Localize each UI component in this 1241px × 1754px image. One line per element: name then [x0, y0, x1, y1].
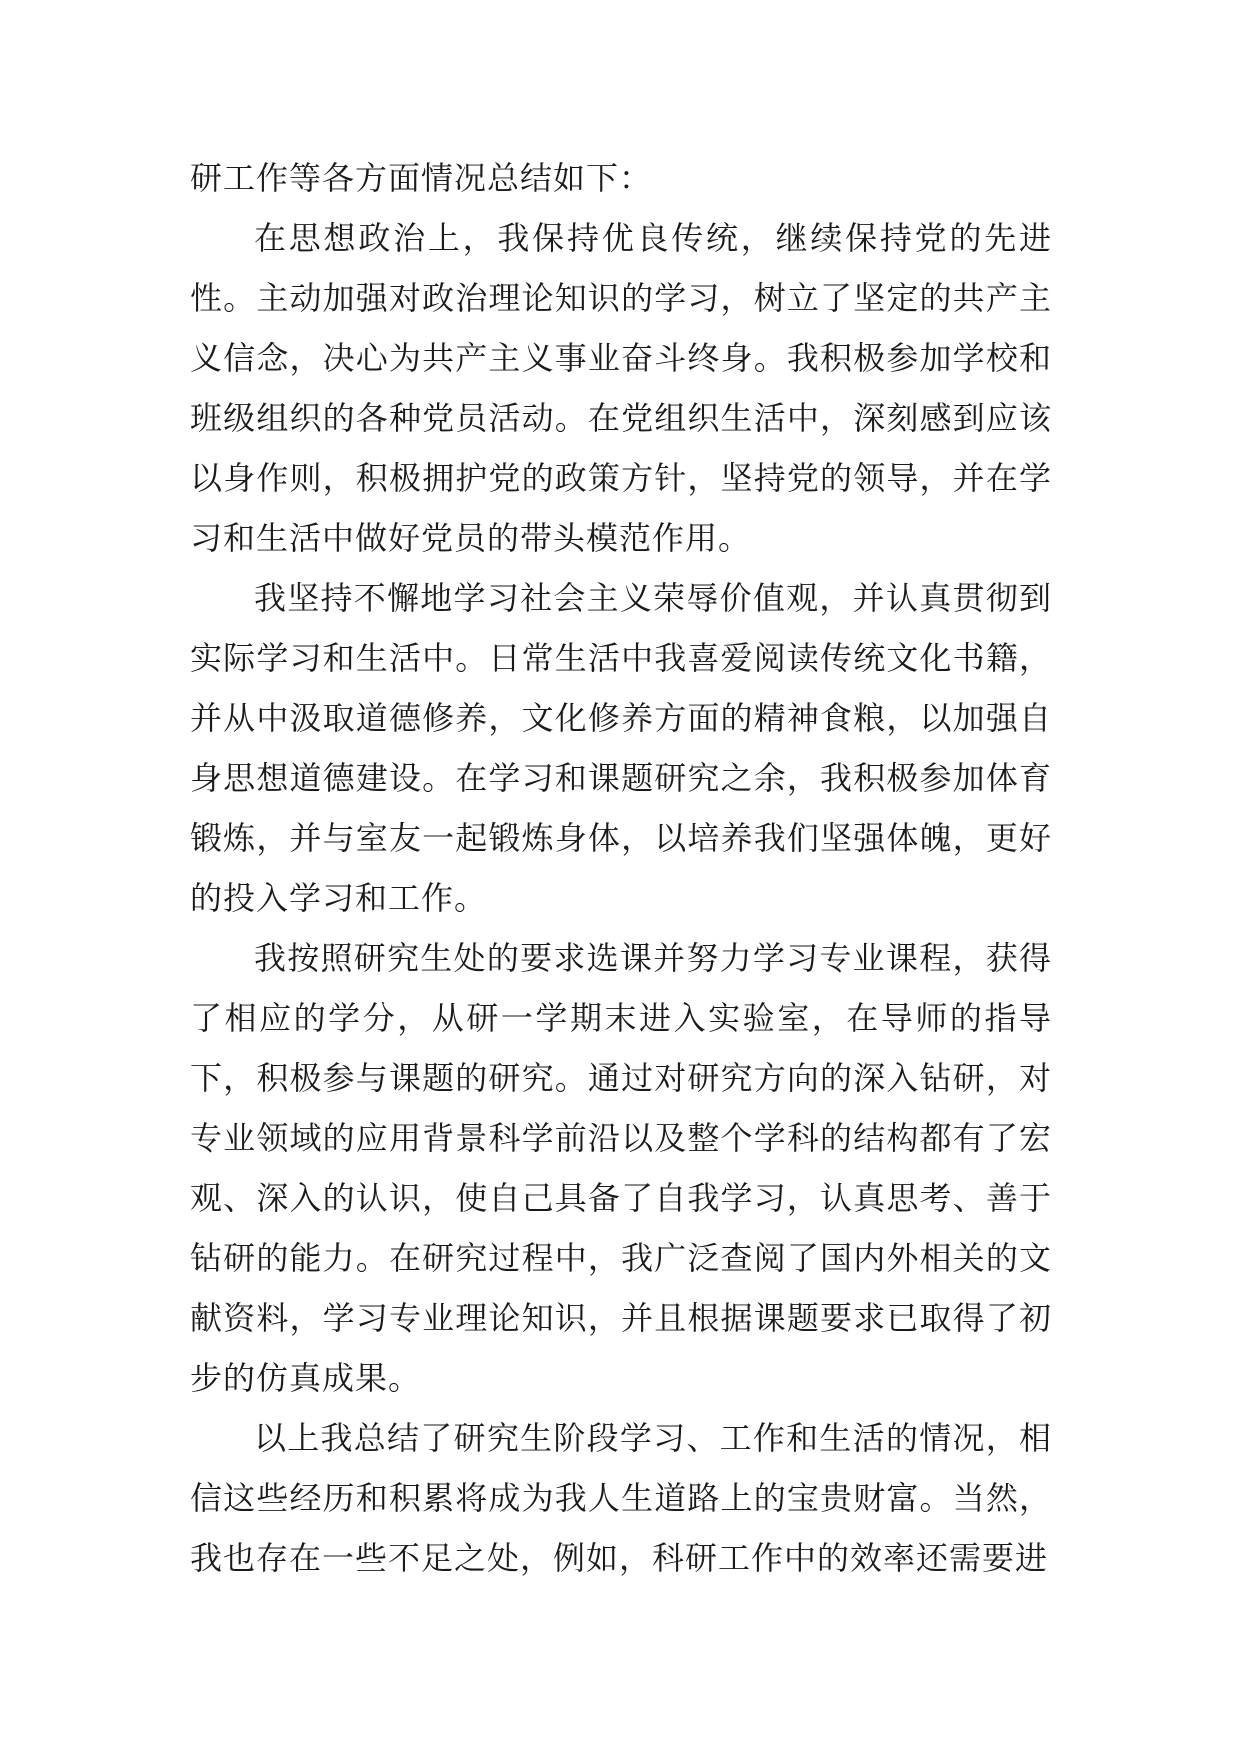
- document-body: [190, 148, 1052, 1588]
- paragraph-moral-values: 我坚持不懈地学习社会主义荣辱价值观，并认真贯彻到实际学习和生活中。日常生活中我喜爱阅读传统文化书籍，并从中汲取道德修养，文化修养方面的精神食粮，以加强自身思想道德建设。在学习和课题研究之余，我积极参加体育锻炼，并与室友一起锻炼身体，以培养我们坚强体魄，更好的投入学习和工作。: [190, 579, 1052, 917]
- paragraph-study-research: 我按照研究生处的要求选课并努力学习专业课程，获得了相应的学分，从研一学期末进入实验室，在导师的指导下，积极参与课题的研究。通过对研究方向的深入钻研，对专业领域的应用背景科学前沿以及整个学科的结构都有了宏观、深入的认识，使自己具备了自我学习，认真思考、善于钻研的能力。在研究过程中，我广泛查阅了国内外相关的文献资料，学习专业理论知识，并且根据课题要求已取得了初步的仿真成果。: [190, 939, 1052, 1397]
- paragraph-summary: 以上我总结了研究生阶段学习、工作和生活的情况，相信这些经历和积累将成为我人生道路上的宝贵财富。当然，我也存在一些不足之处，例如，科研工作中的效率还需要进: [190, 1419, 1052, 1577]
- paragraph-continuation: 研工作等各方面情况总结如下：: [190, 159, 653, 197]
- paragraph-political-thought: 在思想政治上，我保持优良传统，继续保持党的先进性。主动加强对政治理论知识的学习，树立了坚定的共产主义信念，决心为共产主义事业奋斗终身。我积极参加学校和班级组织的各种党员活动。在党组织生活中，深刻感到应该以身作则，积极拥护党的政策方针，坚持党的领导，并在学习和生活中做好党员的带头模范作用。: [190, 219, 1052, 557]
